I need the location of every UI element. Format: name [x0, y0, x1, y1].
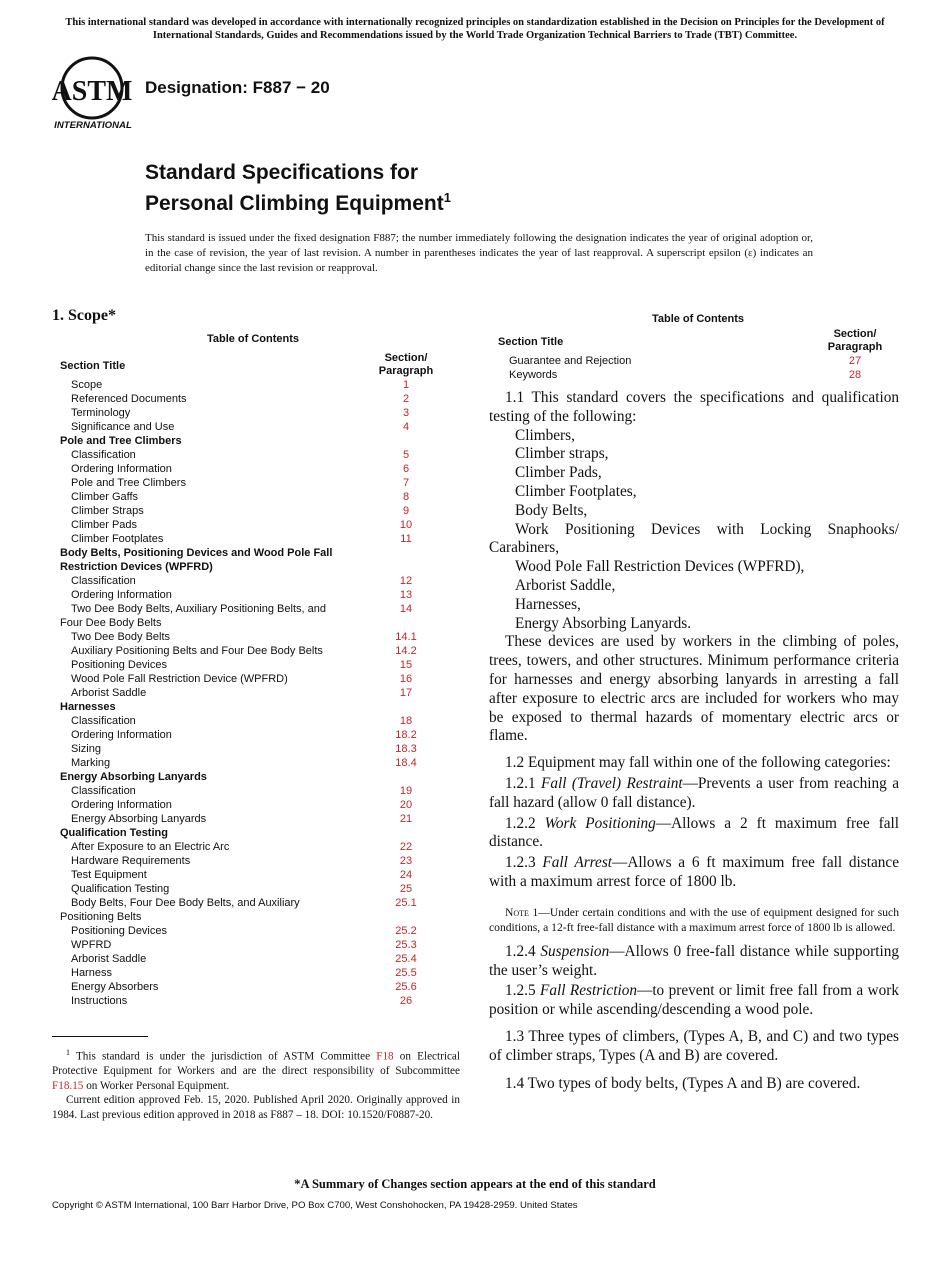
- para-1-3: 1.3 Three types of climbers, (Types A, B, and C) and two types of climber straps, Types (A and B) are covered.: [489, 1027, 899, 1064]
- toc-row: [60, 560, 446, 574]
- toc-row-number[interactable]: 14: [399, 603, 413, 615]
- toc-row-title: Test Equipment: [71, 869, 147, 881]
- title-line-1: Standard Specifications for: [145, 161, 419, 184]
- title-line-2: Personal Climbing Equipment: [145, 192, 444, 215]
- toc-row-title: Wood Pole Fall Restriction Device (WPFRD): [71, 673, 288, 685]
- toc-row: [60, 448, 446, 462]
- toc-row-title: Referenced Documents: [71, 393, 187, 405]
- toc-row-number[interactable]: 25.1: [395, 897, 417, 909]
- toc-row-number[interactable]: 15: [399, 659, 413, 671]
- toc-row: [60, 462, 446, 476]
- para-1-2-4: 1.2.4 Suspension—Allows 0 free-fall distance while supporting the user’s weight.: [489, 942, 900, 979]
- toc-row: [60, 826, 446, 840]
- toc-row: [60, 588, 446, 602]
- toc-row-number[interactable]: [366, 770, 446, 784]
- toc-row-number[interactable]: 26: [399, 995, 413, 1007]
- toc-row-number[interactable]: 16: [399, 673, 413, 685]
- toc-row: [60, 504, 446, 518]
- toc-row-title: Energy Absorbing Lanyards: [60, 771, 207, 783]
- toc-row-number[interactable]: [366, 616, 446, 630]
- list-item: Work Positioning Devices with Locking Snaphooks/: [515, 520, 899, 538]
- toc-row: [60, 686, 446, 700]
- toc-row-title: Ordering Information: [71, 799, 172, 811]
- footnote-1: $^1$ This standard is under the jurisdiction of ASTM Committee F18 on Electrical Protective Equipment for Workers and are the direct responsibility of Subcommittee F18.15 on Worker Personal Equipment.: [52, 1048, 460, 1092]
- list-item: Climber Pads,: [515, 464, 602, 482]
- toc-row-number[interactable]: 18.4: [395, 757, 417, 769]
- toc-row: [60, 672, 446, 686]
- subcommittee-link[interactable]: F18.15: [52, 1079, 84, 1092]
- toc-row: [60, 770, 446, 784]
- toc-row-title: Body Belts, Four Dee Body Belts, and Auxiliary: [71, 897, 300, 909]
- toc-row-title: Climber Footplates: [71, 533, 164, 545]
- list-item: Climbers,: [515, 426, 575, 444]
- toc-row-title: Keywords: [509, 369, 558, 381]
- toc-row: [60, 798, 446, 812]
- scope-heading: 1. Scope*: [52, 307, 116, 324]
- toc-row-title: Four Dee Body Belts: [60, 617, 162, 629]
- toc-row: [60, 658, 446, 672]
- toc-row-title: Energy Absorbers: [71, 981, 159, 993]
- para-1-2-1: 1.2.1 Fall (Travel) Restraint—Prevents a user from reaching a fall hazard (allow 0 fall distance).: [489, 774, 899, 811]
- committee-link[interactable]: F18: [376, 1050, 394, 1063]
- toc-row-number[interactable]: 9: [402, 505, 410, 517]
- toc-row-number[interactable]: [366, 546, 446, 560]
- toc-row-number[interactable]: 3: [402, 407, 410, 419]
- toc-col-section-right: Section/: [833, 328, 877, 340]
- title-footnote-mark: 1: [443, 190, 451, 205]
- toc-row: [60, 742, 446, 756]
- toc-row-number[interactable]: 24: [399, 869, 413, 881]
- toc-row-number[interactable]: [366, 434, 446, 448]
- toc-row-title: Positioning Devices: [71, 925, 167, 937]
- toc-row-number[interactable]: 27: [848, 355, 862, 367]
- toc-row-title: Significance and Use: [71, 421, 175, 433]
- para-1-2-5: 1.2.5 Fall Restriction—to prevent or limit free fall from a work position or while ascending/descending a wood pole.: [489, 982, 899, 1019]
- toc-row-number[interactable]: [366, 560, 446, 574]
- device-list: [489, 427, 899, 634]
- logo-text: INTERNATIONAL: [54, 120, 132, 131]
- toc-row-title: Classification: [71, 449, 136, 461]
- para-devices: These devices are used by workers in the climbing of poles, trees, towers, and other structures. Minimum performance criteria for harnesses and energy absorbing lanyards in arresting a fall after exposure to electric arcs are included for workers who may be exposed to thermal hazards of momentary electric arcs or flame.: [489, 633, 899, 745]
- toc-row: [60, 854, 446, 868]
- toc-row: [498, 368, 898, 382]
- toc-row-title: Arborist Saddle: [71, 687, 147, 699]
- toc-row-title: Climber Gaffs: [71, 491, 139, 503]
- para-1-2-2: 1.2.2 Work Positioning—Allows a 2 ft maximum free fall distance.: [489, 814, 900, 851]
- toc-row: [60, 938, 446, 952]
- toc-row: [60, 602, 446, 616]
- toc-row-number[interactable]: 25.2: [395, 925, 417, 937]
- toc-row-number[interactable]: [366, 910, 446, 924]
- toc-row-title: Auxiliary Positioning Belts and Four Dee Body Belts: [71, 645, 323, 657]
- toc-row-title: Terminology: [71, 407, 131, 419]
- toc-col-title: Section Title: [60, 360, 126, 372]
- toc-row: [60, 546, 446, 560]
- footnote-divider: [52, 1036, 148, 1037]
- toc-row-number[interactable]: 6: [402, 463, 410, 475]
- toc-row: [60, 490, 446, 504]
- toc-row-title: Positioning Belts: [60, 911, 142, 923]
- toc-row: [60, 574, 446, 588]
- toc-row-title: WPFRD: [71, 939, 112, 951]
- astm-logo: [52, 56, 134, 132]
- toc-row-title: Classification: [71, 575, 136, 587]
- header-notice: This international standard was developed in accordance with internationally recognized principles on standardization established in the Decision on Principles for the Development of International Standards, Guides and Recommendations issued by the World Trade Organization Technical Barriers to Trade (TBT) Committee.: [65, 17, 885, 41]
- toc-row-number[interactable]: 1: [402, 379, 410, 391]
- toc-row-number[interactable]: 11: [400, 533, 412, 545]
- toc-row-number[interactable]: 12: [399, 575, 413, 587]
- toc-row: [60, 924, 446, 938]
- toc-row-number[interactable]: 22: [399, 841, 413, 853]
- toc-row-number[interactable]: 25.3: [395, 939, 417, 951]
- toc-row-title: Ordering Information: [71, 729, 172, 741]
- toc-row: [60, 966, 446, 980]
- toc-row-title: Scope: [71, 379, 103, 391]
- copyright: Copyright © ASTM International, 100 Barr Harbor Drive, PO Box C700, West Conshohocken, PA 19428-2959. United States: [52, 1200, 578, 1211]
- toc-row-title: Body Belts, Positioning Devices and Wood Pole Fall: [60, 547, 333, 559]
- toc-row-title: Guarantee and Rejection: [509, 355, 632, 367]
- list-item: Arborist Saddle,: [515, 576, 616, 594]
- toc-row-number[interactable]: [366, 700, 446, 714]
- footnote-edition: Current edition approved Feb. 15, 2020. Published April 2020. Originally approved in 1984. Last previous edition approved in 2018 as F887 – 18. DOI: 10.1520/F0887-20.: [52, 1094, 460, 1121]
- toc-row: [498, 354, 898, 368]
- toc-row: [60, 476, 446, 490]
- footnotes: [52, 1046, 460, 1122]
- toc-row: [60, 420, 446, 434]
- intro-paragraph: This standard is issued under the fixed designation F887; the number immediately following the designation indicates the year of original adoption or, in the case of revision, the year of last revision. A number in parentheses indicates the year of last reapproval. A superscript epsilon (ε) indicates an editorial change since the last revision or reapproval.: [145, 232, 813, 274]
- toc-row-number[interactable]: 18.2: [395, 729, 417, 741]
- toc-header-right: [498, 328, 898, 354]
- summary-note: *A Summary of Changes section appears at the end of this standard: [294, 1177, 656, 1191]
- toc-row-number[interactable]: 25.6: [395, 981, 417, 993]
- toc-row-title: Climber Straps: [71, 505, 144, 517]
- toc-row: [60, 378, 446, 392]
- toc-row: [60, 784, 446, 798]
- toc-row-title: Ordering Information: [71, 589, 172, 601]
- toc-row-number[interactable]: 5: [402, 449, 410, 461]
- toc-row: [60, 518, 446, 532]
- toc-row: [60, 980, 446, 994]
- toc-row-title: Qualification Testing: [60, 827, 168, 839]
- list-item: Energy Absorbing Lanyards.: [515, 614, 692, 632]
- toc-row-title: After Exposure to an Electric Arc: [71, 841, 230, 853]
- list-item: Carabiners,: [489, 539, 560, 557]
- toc-row: [60, 756, 446, 770]
- toc-row: [60, 630, 446, 644]
- para-1-2-3: 1.2.3 Fall Arrest—Allows a 6 ft maximum free fall distance with a maximum arrest force of 1800 lb.: [489, 854, 900, 890]
- toc-row-number[interactable]: 18.3: [395, 743, 417, 755]
- toc-row-number[interactable]: 14.2: [395, 645, 417, 657]
- toc-row: [60, 882, 446, 896]
- table-of-contents-continued: [498, 313, 898, 382]
- toc-row-title: Sizing: [71, 743, 101, 755]
- toc-row-number[interactable]: 14.1: [395, 631, 417, 643]
- toc-row-number[interactable]: 10: [399, 519, 413, 531]
- toc-row: [60, 644, 446, 658]
- toc-row-title: Harnesses: [60, 701, 116, 713]
- toc-row-number[interactable]: 13: [399, 589, 413, 601]
- toc-col-section: Section/: [384, 352, 428, 364]
- toc-row-title: Qualification Testing: [71, 883, 170, 895]
- toc-row-number[interactable]: 21: [399, 813, 413, 825]
- list-item: Harnesses,: [515, 595, 581, 613]
- toc-row-number[interactable]: 20: [399, 799, 413, 811]
- toc-row-title: Two Dee Body Belts: [71, 631, 171, 643]
- toc-row-number[interactable]: 17: [399, 687, 413, 699]
- toc-row: [60, 812, 446, 826]
- toc-col-title-right: Section Title: [498, 336, 564, 348]
- toc-row: [60, 392, 446, 406]
- toc-row: [60, 840, 446, 854]
- list-item: Climber straps,: [515, 445, 609, 463]
- para-1-4: 1.4 Two types of body belts, (Types A and B) are covered.: [505, 1074, 861, 1092]
- toc-row-title: Restriction Devices (WPFRD): [60, 561, 213, 573]
- table-of-contents: [60, 333, 446, 1008]
- list-item: Climber Footplates,: [515, 482, 637, 500]
- note-1: Note 1—Under certain conditions and with the use of equipment designed for such conditions, a 12-ft free-fall distance with a maximum arrest force of 1800 lb is allowed.: [489, 905, 899, 934]
- toc-row: [60, 406, 446, 420]
- toc-row-number[interactable]: 28: [848, 369, 862, 381]
- toc-row: [60, 728, 446, 742]
- toc-row-title: Arborist Saddle: [71, 953, 147, 965]
- body-text: [489, 389, 899, 1093]
- toc-row-number[interactable]: 19: [399, 785, 413, 797]
- toc-row-title: Positioning Devices: [71, 659, 167, 671]
- toc-rows-right: [498, 354, 898, 382]
- list-item: Body Belts,: [515, 501, 588, 519]
- toc-row-number[interactable]: 7: [402, 477, 410, 489]
- toc-row-number[interactable]: 25: [399, 883, 413, 895]
- list-item: Wood Pole Fall Restriction Devices (WPFRD),: [515, 558, 805, 576]
- para-1-2: 1.2 Equipment may fall within one of the following categories:: [505, 754, 891, 772]
- toc-row-number[interactable]: 2: [402, 393, 410, 405]
- toc-header: [60, 352, 446, 378]
- toc-row: [60, 434, 446, 448]
- toc-row-title: Ordering Information: [71, 463, 172, 475]
- toc-row: [60, 532, 446, 546]
- toc-row: [60, 994, 446, 1008]
- toc-row: [60, 700, 446, 714]
- toc-col-paragraph-right: Paragraph: [827, 341, 883, 353]
- para-1-1: 1.1 This standard covers the specifications and qualification testing of the following:: [489, 389, 899, 425]
- toc-row: [60, 868, 446, 882]
- toc-row: [60, 910, 446, 924]
- toc-caption: Table of Contents: [206, 333, 300, 345]
- toc-row: [60, 896, 446, 910]
- toc-row: [60, 952, 446, 966]
- toc-row: [60, 714, 446, 728]
- toc-row-title: Pole and Tree Climbers: [71, 477, 186, 489]
- toc-row-number[interactable]: 25.5: [395, 967, 417, 979]
- designation: Designation: F887 − 20: [145, 78, 330, 97]
- logo-letters: ASTM: [52, 76, 133, 107]
- toc-row: [60, 616, 446, 630]
- toc-row-number[interactable]: 23: [399, 855, 413, 867]
- toc-row-number[interactable]: 8: [402, 491, 410, 503]
- toc-row-title: Marking: [71, 757, 111, 769]
- toc-row-number[interactable]: 18: [399, 715, 413, 727]
- toc-row-title: Pole and Tree Climbers: [60, 435, 182, 447]
- toc-row-title: Hardware Requirements: [71, 855, 191, 867]
- toc-row-title: Climber Pads: [71, 519, 138, 531]
- page-title: [145, 160, 451, 216]
- toc-row-title: Classification: [71, 715, 136, 727]
- toc-row-number[interactable]: 25.4: [395, 953, 417, 965]
- toc-row-number[interactable]: 4: [402, 421, 410, 433]
- toc-row-title: Two Dee Body Belts, Auxiliary Positioning Belts, and: [71, 603, 326, 615]
- toc-row-title: Energy Absorbing Lanyards: [71, 813, 207, 825]
- toc-row-number[interactable]: [366, 826, 446, 840]
- toc-row-title: Classification: [71, 785, 136, 797]
- toc-row-title: Harness: [71, 967, 112, 979]
- toc-col-paragraph: Paragraph: [378, 365, 434, 377]
- toc-rows: [60, 378, 446, 1008]
- toc-row-title: Instructions: [71, 995, 128, 1007]
- toc-caption-right: Table of Contents: [651, 313, 745, 325]
